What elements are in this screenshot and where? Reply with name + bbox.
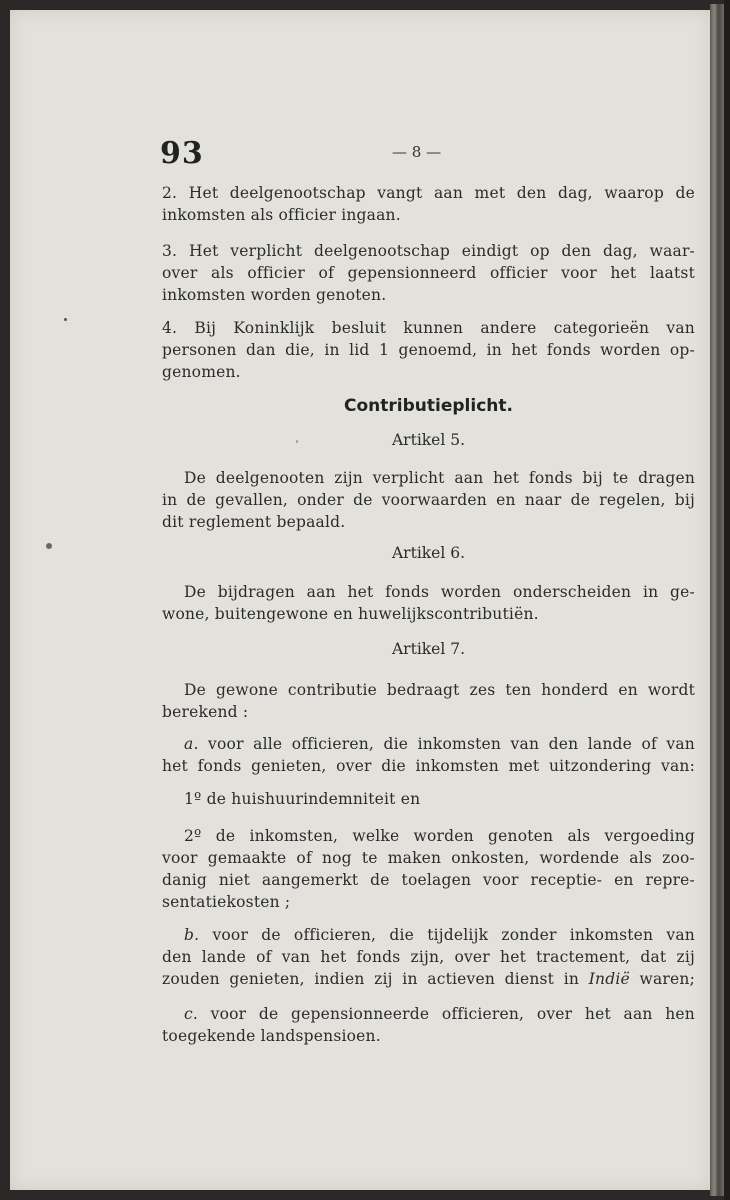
text-line: personen dan die, in lid 1 genoemd, in het fonds worden op-: [162, 341, 695, 359]
paper-speck: [46, 543, 52, 549]
artikel-6-text: [162, 581, 695, 625]
text-line-body: voor alle officieren, die inkomsten van den lande of van: [208, 735, 695, 753]
paper-speck: [64, 318, 67, 321]
text-line: over als officier of gepensionneerd officier voor het laatst: [162, 264, 695, 282]
page-number: 93: [160, 136, 204, 171]
text-line: 4. Bij Koninklijk besluit kunnen andere categorieën van: [162, 319, 695, 337]
text-line: toegekende landspensioen.: [162, 1027, 381, 1045]
item-letter: a.: [184, 735, 199, 753]
paragraph-2: [162, 182, 695, 226]
text-line: [162, 968, 695, 990]
artikel-7-item-a2: [162, 825, 695, 913]
italic-term: Indië: [588, 970, 630, 988]
text-line: genomen.: [162, 363, 241, 381]
paragraph-4: [162, 317, 695, 383]
item-letter: b.: [184, 926, 200, 944]
item-letter: c.: [184, 1005, 199, 1023]
text-line: 3. Het verplicht deelgenootschap eindigt op den dag, waar-: [162, 242, 695, 260]
artikel-6-title: Artikel 6.: [391, 544, 466, 562]
artikel-5-text: [162, 467, 695, 533]
text-line: den lande of van het fonds zijn, over het tractement, dat zij: [162, 948, 695, 966]
text-line-body: voor de gepensionneerde officieren, over het aan hen: [210, 1005, 695, 1023]
section-heading: Contributieplicht.: [344, 396, 513, 416]
text-line: het fonds genieten, over die inkomsten met uitzondering van:: [162, 757, 695, 775]
text-line-body: voor de officieren, die tijdelijk zonder inkomsten van: [212, 926, 695, 944]
text-line: dit reglement bepaald.: [162, 513, 346, 531]
text-line: in de gevallen, onder de voorwaarden en naar de regelen, bij: [162, 491, 695, 509]
artikel-7-item-c: [162, 1003, 695, 1047]
text-line: De bijdragen aan het fonds worden onderscheiden in ge-: [184, 583, 695, 601]
text-line: De deelgenooten zijn verplicht aan het fonds bij te dragen: [184, 469, 695, 487]
text-line: sentatiekosten ;: [162, 893, 291, 911]
artikel-7-intro: [162, 679, 695, 723]
text-line: berekend :: [162, 703, 249, 721]
page-edge: [710, 4, 724, 1196]
text-line: danig niet aangemerkt de toelagen voor receptie- en repre-: [162, 871, 695, 889]
text-line: inkomsten worden genoten.: [162, 286, 387, 304]
artikel-5-title: Artikel 5.: [391, 431, 466, 449]
text-line: [162, 1003, 695, 1025]
artikel-7-item-a1: [162, 788, 695, 810]
folio: — 8 —: [392, 143, 442, 161]
artikel-7-item-b: [162, 924, 695, 990]
text-line: wone, buitengewone en huwelijkscontributiën.: [162, 605, 539, 623]
text-line: 1º de huishuurindemniteit en: [184, 790, 421, 808]
paragraph-3: [162, 240, 695, 306]
text-line-start: zouden genieten, indien zij in actieven dienst in: [162, 970, 580, 988]
text-line: De gewone contributie bedraagt zes ten honderd en wordt: [184, 681, 695, 699]
artikel-7-item-a: [162, 733, 695, 777]
text-line-end: waren;: [639, 970, 696, 988]
text-line: 2. Het deelgenootschap vangt aan met den dag, waarop de: [162, 184, 695, 202]
text-line: voor gemaakte of nog te maken onkosten, wordende als zoo-: [162, 849, 695, 867]
text-line: 2º de inkomsten, welke worden genoten als vergoeding: [184, 827, 695, 845]
text-line: inkomsten als officier ingaan.: [162, 206, 401, 224]
scan-border: [724, 0, 730, 1200]
text-line: [162, 733, 695, 755]
artikel-7-title: Artikel 7.: [391, 640, 466, 658]
text-line: [162, 924, 695, 946]
